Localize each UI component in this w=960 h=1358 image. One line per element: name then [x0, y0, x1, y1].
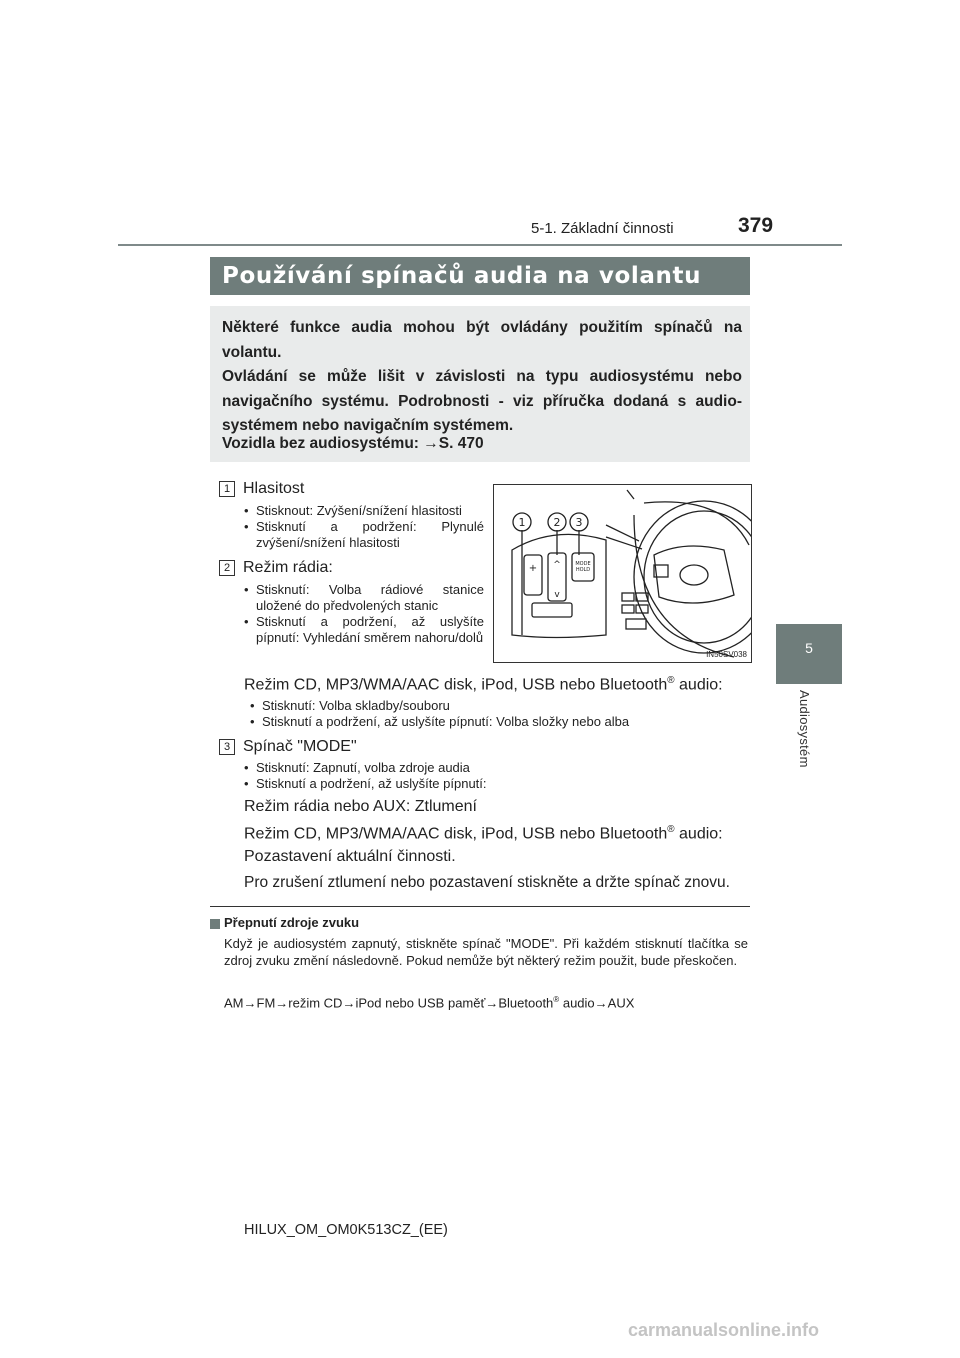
- cd-mode-title: [244, 675, 723, 694]
- item-title: Hlasitost: [243, 480, 305, 497]
- bullet-item: • Stisknutí a podržení, až uslyšíte pípnutí:: [244, 776, 744, 792]
- item-bullets: [244, 760, 744, 792]
- callout-1: 1: [518, 516, 526, 529]
- seq-item: AUX: [607, 995, 635, 1011]
- intro-line-1: Některé funkce audia mohou být ovládány použitím spínačů na volantu.: [222, 319, 742, 361]
- bullet-item: • Stisknutí: Volba rádiové stanice uložené do předvolených stanic: [244, 582, 484, 614]
- arrow-icon: →: [485, 995, 499, 1011]
- note-body: Když je audiosystém zapnutý, stiskněte spínač "MODE". Při každém stisknutí tlačítka se zdroj zvuku změní následovně. Pokud nemůže být některý režim použit, bude přeskočen.: [224, 936, 748, 968]
- chapter-label: Audiosystém: [797, 690, 812, 768]
- callout-2: 2: [553, 516, 561, 529]
- intro-ref-prefix: Vozidla bez audiosystému:: [222, 435, 424, 452]
- figure-code: IN50SV038: [706, 650, 747, 659]
- mode-cd-suffix: audio:: [674, 825, 723, 843]
- page-title: Používání spínačů audia na volantu: [222, 263, 702, 289]
- plus-icon: +: [528, 563, 538, 574]
- intro-ref-page[interactable]: S. 470: [438, 435, 484, 452]
- seq-item: AM: [224, 995, 244, 1011]
- mode-label: MODE: [575, 561, 591, 567]
- cd-mode-bullets: [250, 698, 750, 730]
- hold-label: HOLD: [575, 567, 591, 573]
- seq-item: iPod nebo USB paměť: [355, 995, 486, 1011]
- mode-cd-text: Režim CD, MP3/WMA/AAC disk, iPod, USB nebo Bluetooth: [244, 825, 668, 843]
- bullet-item: • Stisknutí a podržení, až uslyšíte pípnutí: Vyhledání směrem nahoru/dolů: [244, 614, 484, 646]
- bullet-item: • Stisknutí a podržení: Plynulé zvýšení/snížení hlasitosti: [244, 519, 484, 551]
- note-square-icon: [210, 919, 220, 929]
- watermark: carmanualsonline.info: [628, 1320, 820, 1340]
- arrow-icon: →: [594, 995, 608, 1011]
- registered-mark: ®: [667, 675, 675, 686]
- mode-cancel-line: Pro zrušení ztlumení nebo pozastavení stiskněte a držte spínač znovu.: [244, 874, 730, 891]
- mode-radio-line: Režim rádia nebo AUX: Ztlumení: [244, 798, 477, 815]
- seq-item: Bluetooth: [498, 995, 554, 1011]
- item-number-badge: 1: [219, 481, 235, 497]
- intro-line-2: Ovládání se může lišit v závislosti na typu audiosystému nebo navigačního systému. Podrobnosti - viz příručka dodaná s audio-systémem nebo navigačním systémem.: [222, 368, 742, 434]
- item-number-badge: 2: [219, 560, 235, 576]
- mode-pause-line: Pozastavení aktuální činnosti.: [244, 848, 456, 865]
- arrow-icon: →: [275, 995, 289, 1011]
- callout-3: 3: [575, 516, 583, 529]
- source-sequence: [224, 995, 634, 1010]
- cd-mode-suffix: audio:: [674, 676, 723, 694]
- steering-wheel-illustration: [494, 485, 751, 662]
- seq-item: FM: [256, 995, 276, 1011]
- registered-mark: ®: [553, 995, 560, 1004]
- mode-cd-line: [244, 824, 723, 843]
- cd-mode-text: Režim CD, MP3/WMA/AAC disk, iPod, USB nebo Bluetooth: [244, 676, 668, 694]
- bullet-item: • Stisknutí: Volba skladby/souboru: [250, 698, 750, 714]
- arrow-icon: →: [342, 995, 356, 1011]
- note-divider: [210, 906, 750, 907]
- note-title: Přepnutí zdroje zvuku: [224, 915, 360, 930]
- item-bullets: [244, 582, 484, 646]
- header-divider: [118, 244, 842, 246]
- bullet-item: • Stisknutí a podržení, až uslyšíte pípnutí: Volba složky nebo alba: [250, 714, 750, 730]
- item-bullets: [244, 503, 484, 551]
- bullet-item: • Stisknout: Zvýšení/snížení hlasitosti: [244, 503, 484, 519]
- intro-reference: [222, 435, 484, 453]
- document-code: HILUX_OM_OM0K513CZ_(EE): [244, 1222, 448, 1238]
- registered-mark: ®: [667, 824, 675, 835]
- item-title: Režim rádia:: [243, 559, 333, 576]
- item-title: Spínač "MODE": [243, 738, 357, 755]
- steering-wheel-figure: [493, 484, 752, 663]
- section-path: 5-1. Základní činnosti: [531, 220, 674, 237]
- bullet-item: • Stisknutí: Zapnutí, volba zdroje audia: [244, 760, 744, 776]
- seq-item: audio: [559, 995, 595, 1011]
- arrow-icon: →: [423, 435, 439, 452]
- seq-item: režim CD: [288, 995, 343, 1011]
- intro-text: [222, 316, 742, 439]
- chevron-down-icon: v: [554, 590, 560, 600]
- page-number: 379: [738, 214, 774, 237]
- chevron-up-icon: ^: [553, 560, 561, 570]
- arrow-icon: →: [243, 995, 257, 1011]
- item-number-badge: 3: [219, 739, 235, 755]
- chapter-number: 5: [805, 640, 813, 656]
